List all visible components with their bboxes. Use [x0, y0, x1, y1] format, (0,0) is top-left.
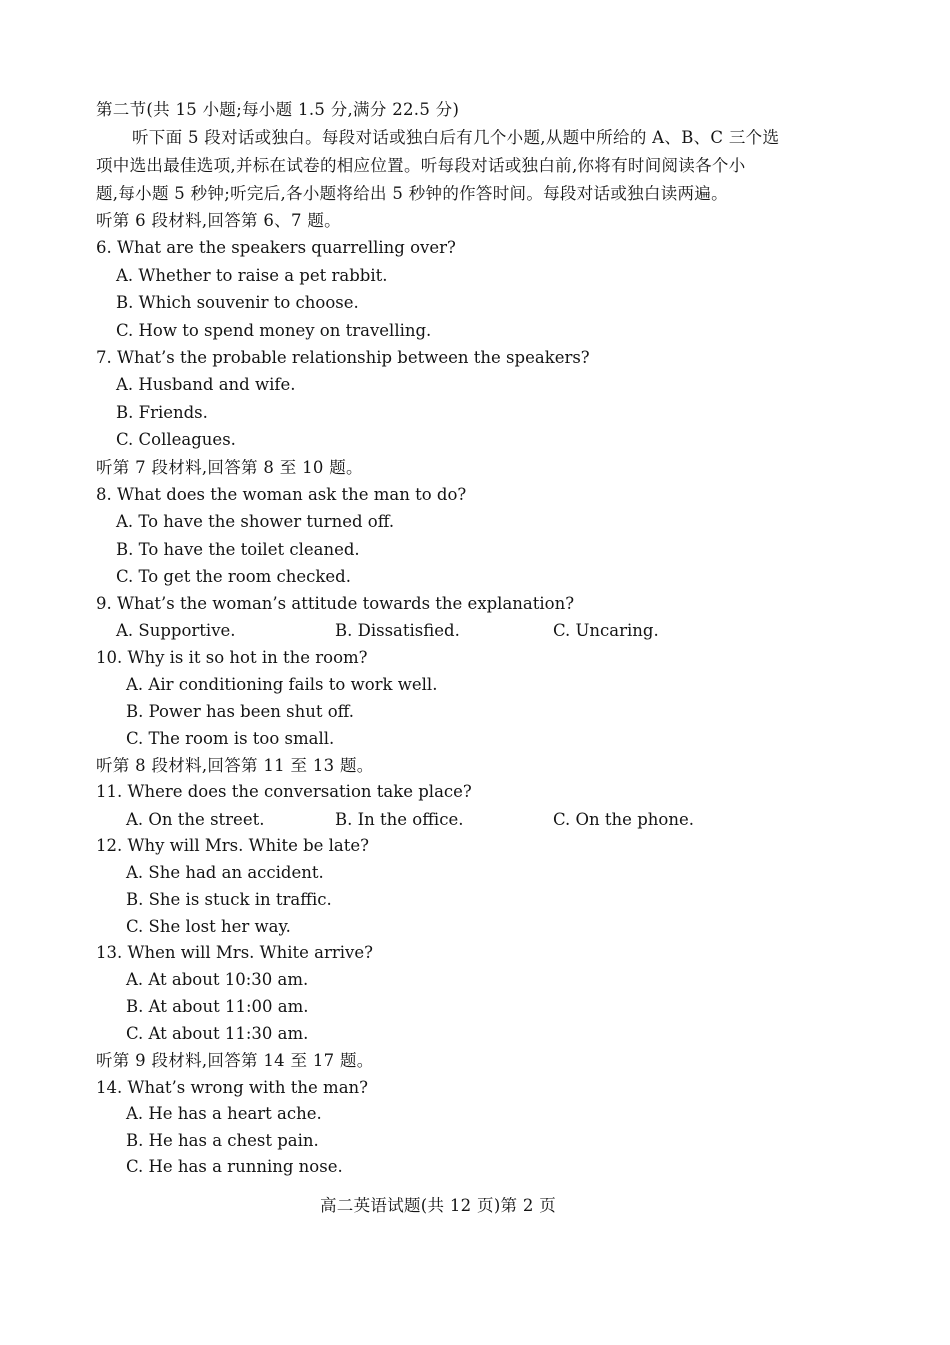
answer-option: A. At about 10:30 am. — [126, 970, 309, 989]
question-stem: 14. What’s wrong with the man? — [96, 1078, 369, 1097]
section-header: 第二节(共 15 小题;每小题 1.5 分,满分 22.5 分) — [96, 100, 460, 119]
answer-option: A. He has a heart ache. — [126, 1104, 322, 1123]
question-stem: 6. What are the speakers quarrelling over? — [96, 238, 456, 257]
question-stem: 13. When will Mrs. White arrive? — [96, 943, 373, 962]
answer-option: C. The room is too small. — [126, 729, 335, 748]
answer-option: B. He has a chest pain. — [126, 1131, 319, 1150]
answer-option: C. He has a running nose. — [126, 1157, 343, 1176]
instruction-line-1: 听下面 5 段对话或独白。每段对话或独白后有几个小题,从题中所给的 A、B、C 三个选 — [132, 128, 780, 147]
question-stem: 11. Where does the conversation take place? — [96, 782, 472, 801]
answer-option: C. At about 11:30 am. — [126, 1024, 309, 1043]
answer-option: C. On the phone. — [553, 810, 694, 829]
answer-option: A. Whether to raise a pet rabbit. — [116, 266, 388, 285]
page-footer: 高二英语试题(共 12 页)第 2 页 — [320, 1196, 557, 1215]
answer-option: C. To get the room checked. — [116, 567, 351, 586]
answer-option: B. Power has been shut off. — [126, 702, 355, 721]
answer-option: B. At about 11:00 am. — [126, 997, 309, 1016]
answer-option: B. To have the toilet cleaned. — [116, 540, 360, 559]
answer-option: C. Uncaring. — [553, 621, 659, 640]
group-heading: 听第 6 段材料,回答第 6、7 题。 — [96, 211, 341, 230]
instruction-line-3: 题,每小题 5 秒钟;听完后,各小题将给出 5 秒钟的作答时间。每段对话或独白读两遍。 — [96, 184, 728, 203]
answer-option: B. Friends. — [116, 403, 208, 422]
answer-option: B. Dissatisfied. — [335, 621, 460, 640]
question-stem: 8. What does the woman ask the man to do? — [96, 485, 467, 504]
question-stem: 10. Why is it so hot in the room? — [96, 648, 368, 667]
question-stem: 7. What’s the probable relationship between the speakers? — [96, 348, 590, 367]
answer-option: A. Air conditioning fails to work well. — [126, 675, 438, 694]
answer-option: A. On the street. — [126, 810, 265, 829]
question-stem: 9. What’s the woman’s attitude towards the explanation? — [96, 594, 575, 613]
question-stem: 12. Why will Mrs. White be late? — [96, 836, 370, 855]
answer-option: C. Colleagues. — [116, 430, 236, 449]
answer-option: C. She lost her way. — [126, 917, 291, 936]
answer-option: B. In the office. — [335, 810, 464, 829]
answer-option: A. Supportive. — [116, 621, 236, 640]
answer-option: C. How to spend money on travelling. — [116, 321, 432, 340]
group-heading: 听第 7 段材料,回答第 8 至 10 题。 — [96, 458, 363, 477]
group-heading: 听第 9 段材料,回答第 14 至 17 题。 — [96, 1051, 374, 1070]
answer-option: B. She is stuck in traffic. — [126, 890, 332, 909]
answer-option: A. Husband and wife. — [116, 375, 296, 394]
answer-option: A. To have the shower turned off. — [116, 512, 395, 531]
answer-option: B. Which souvenir to choose. — [116, 293, 359, 312]
answer-option: A. She had an accident. — [126, 863, 324, 882]
group-heading: 听第 8 段材料,回答第 11 至 13 题。 — [96, 756, 374, 775]
instruction-line-2: 项中选出最佳选项,并标在试卷的相应位置。听每段对话或独白前,你将有时间阅读各个小 — [96, 156, 746, 175]
